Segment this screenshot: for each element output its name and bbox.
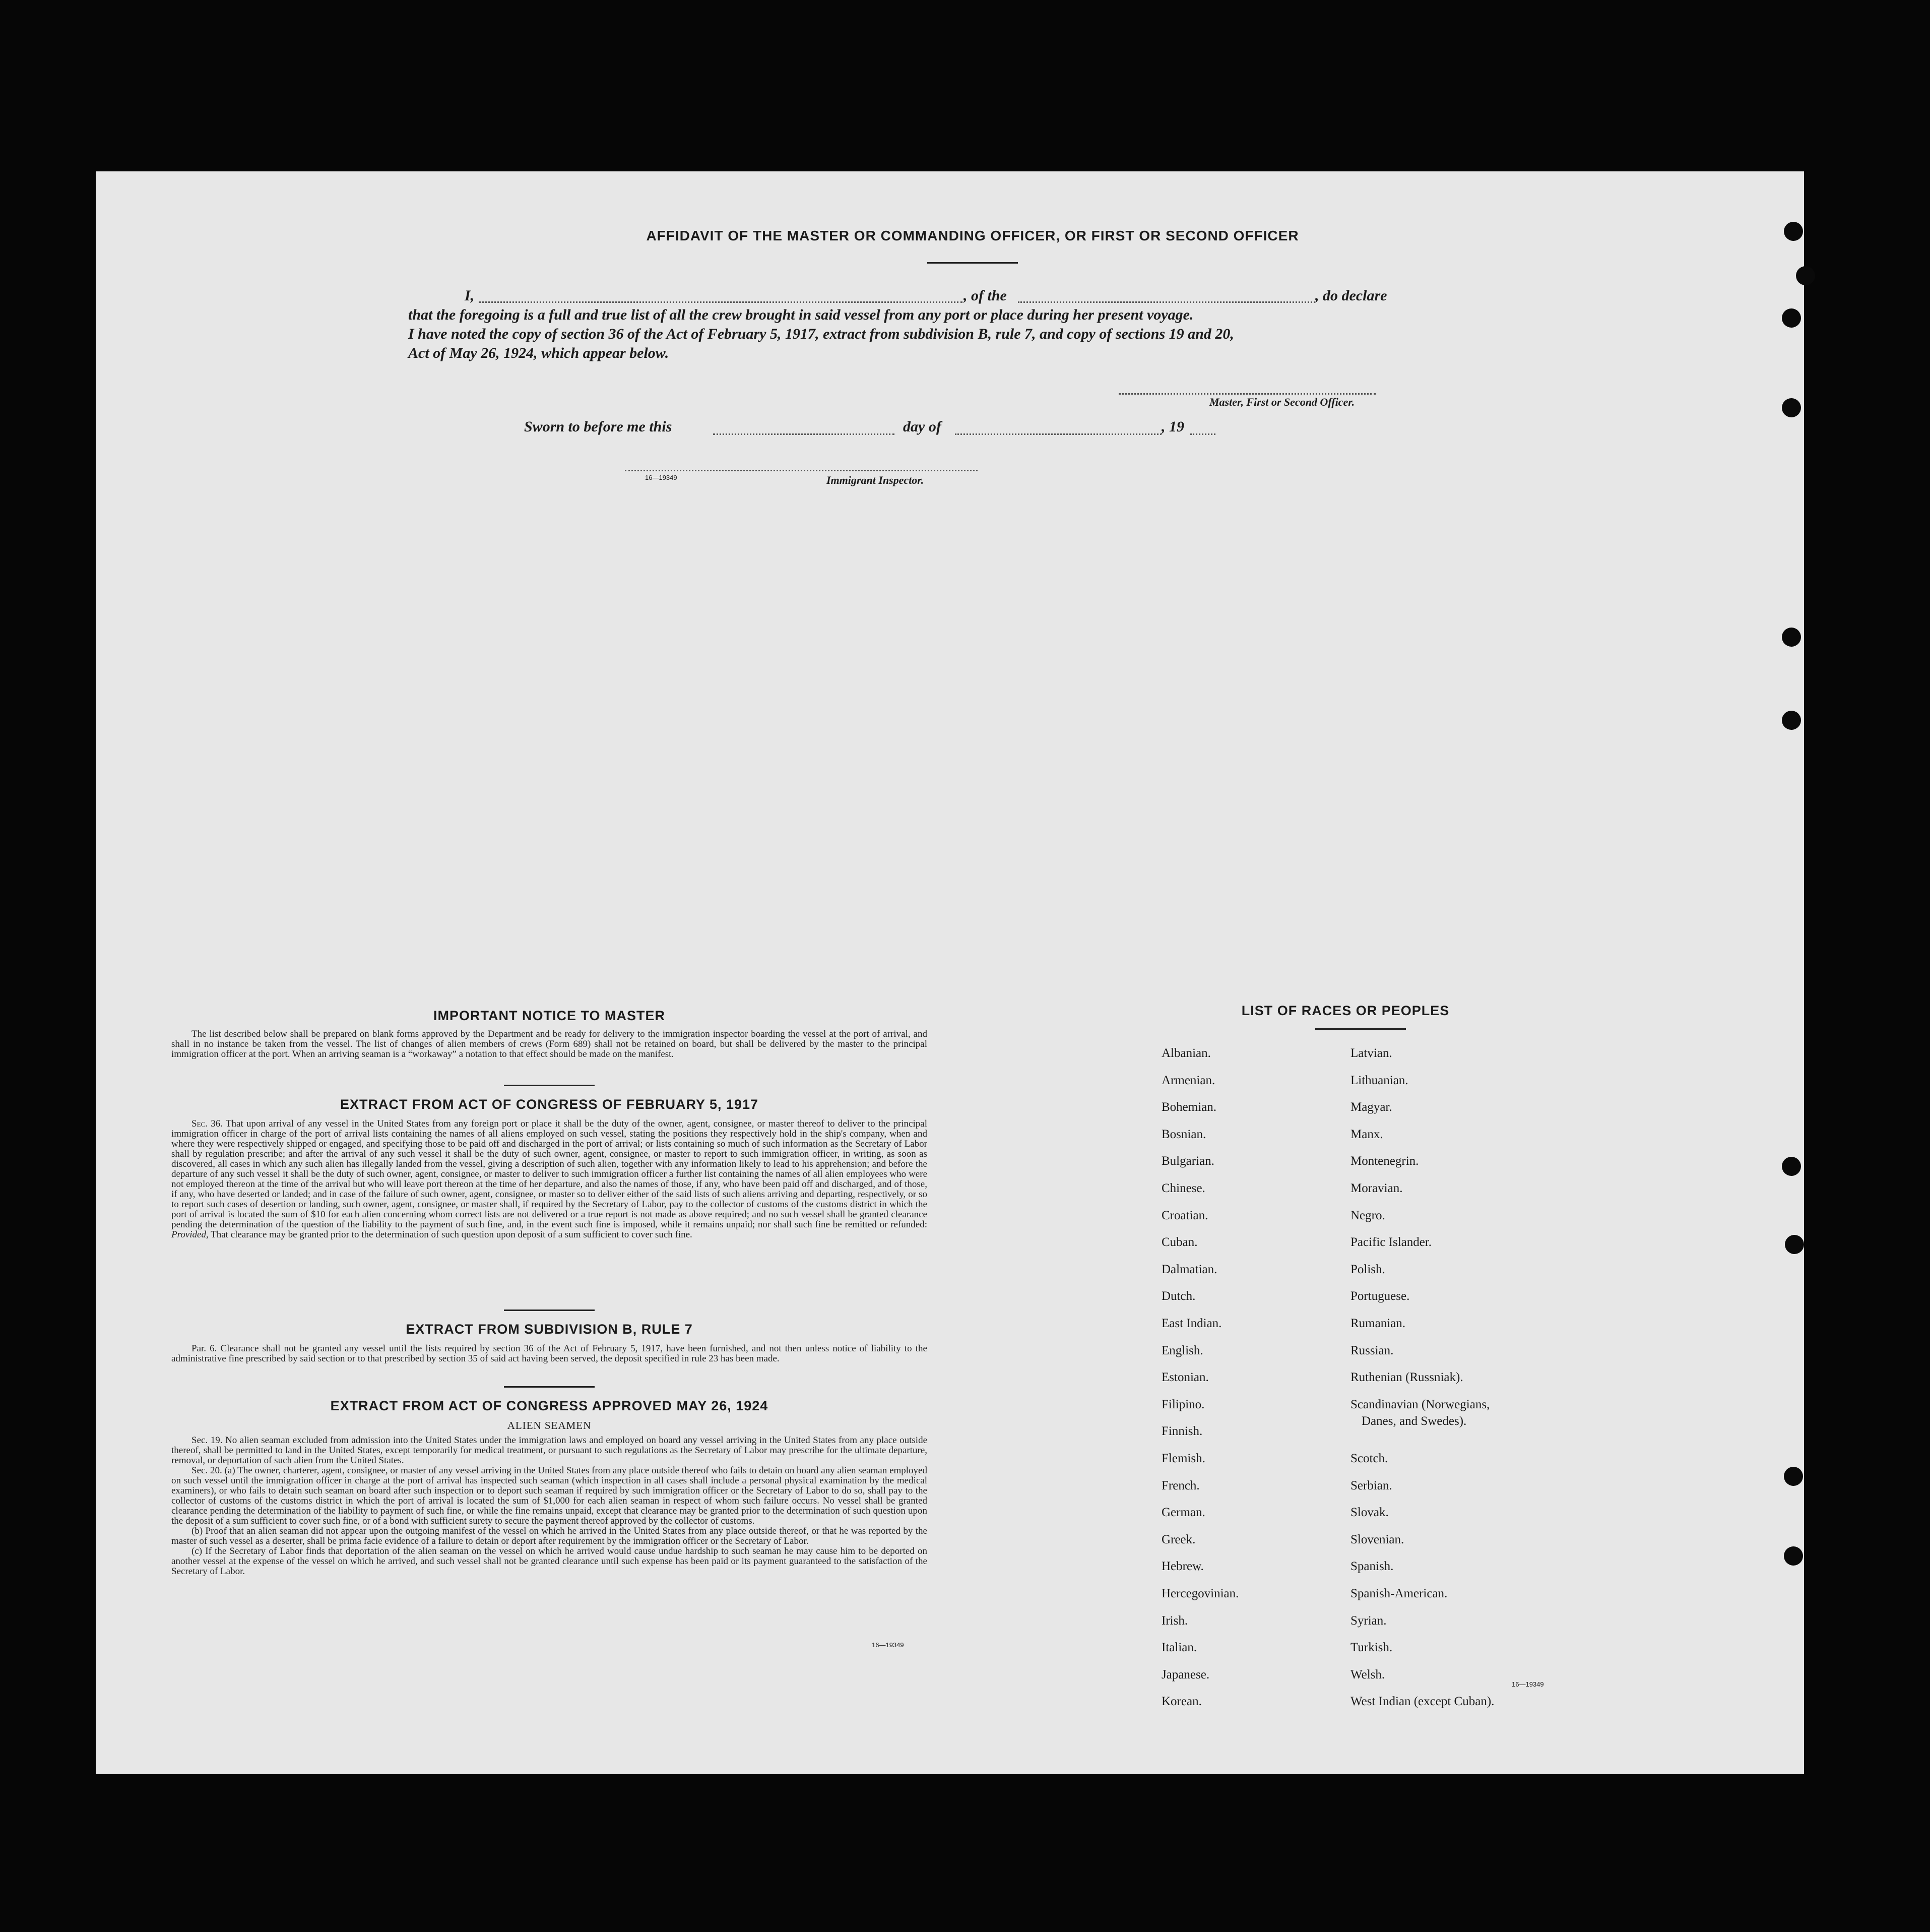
race-item: Moravian. xyxy=(1350,1181,1403,1195)
sec-20b-paragraph: (b) Proof that an alien seaman did not appear upon the outgoing manifest of the vessel on which he arrived in the United States from any place outside thereof, or that he was reported by the master of such vessel as a deserter, shall be prima facie evidence of a failure to detain or deport after requirement by the immigration officer or the Secretary of Labor. xyxy=(171,1526,927,1546)
of-the-label: , of the xyxy=(963,287,1007,304)
race-item: Turkish. xyxy=(1350,1641,1393,1655)
binder-hole xyxy=(1782,398,1801,417)
race-item: Dalmatian. xyxy=(1162,1262,1217,1276)
race-item: Hebrew. xyxy=(1162,1560,1204,1574)
binder-hole xyxy=(1785,1235,1804,1254)
declarant-name-field[interactable] xyxy=(479,301,962,303)
rule-7-divider xyxy=(504,1386,595,1388)
race-item: Armenian. xyxy=(1162,1073,1215,1087)
race-item: Montenegrin. xyxy=(1350,1154,1419,1168)
race-item: Scotch. xyxy=(1350,1452,1388,1465)
race-scandinavian-cont: Danes, and Swedes). xyxy=(1362,1414,1467,1428)
sec-20c-paragraph: (c) If the Secretary of Labor finds that deportation of the alien seaman on the vessel on which he arrived would cause undue hardship to such seaman he may cause him to be deported on another vessel at the expense of the vessel on which he arrived, and such vessel shall not be granted clearance until such expense has been paid or its payment guaranteed to the satisfaction of the Secretary of Labor. xyxy=(171,1546,927,1577)
sec-36-tail: That clearance may be granted prior to the determination of such question upon deposit of a sum sufficient to cover such fine. xyxy=(211,1229,692,1240)
sworn-year-field[interactable] xyxy=(1190,433,1215,435)
race-item: Syrian. xyxy=(1350,1613,1387,1628)
race-item: Serbian. xyxy=(1350,1478,1392,1492)
race-item: French. xyxy=(1162,1478,1200,1492)
race-item: Slovak. xyxy=(1350,1506,1389,1520)
race-item: Spanish. xyxy=(1350,1560,1394,1574)
notice-paragraph: The list described below shall be prepared on blank forms approved by the Department and be ready for delivery to the immigration inspector boarding the vessel at the port of arrival, and shall in no instance be taken from the vessel. The list of changes of alien members of crews (Form 689) shall not be retained on board, but shall be delivered by the master to the principal immigration officer at the port. When an arriving seaman is a “workaway” a notation to that effect should be made on the manifest. xyxy=(171,1029,927,1060)
race-item: Latvian. xyxy=(1350,1046,1392,1060)
affidavit-title: AFFIDAVIT OF THE MASTER OR COMMANDING OFFICER, OR FIRST OR SECOND OFFICER xyxy=(646,228,1299,243)
affidavit-line-3: I have noted the copy of section 36 of the Act of February 5, 1917, extract from subdivision B, rule 7, and copy of sections 19 and 20, xyxy=(408,326,1234,342)
binder-hole xyxy=(1782,1157,1801,1176)
race-item: Rumanian. xyxy=(1350,1317,1406,1330)
races-divider xyxy=(1315,1028,1406,1030)
binder-hole xyxy=(1784,1546,1803,1566)
signature-caption: Master, First or Second Officer. xyxy=(1209,396,1355,408)
race-item: Filipino. xyxy=(1162,1397,1205,1411)
binder-hole xyxy=(1784,1467,1803,1486)
notice-body xyxy=(171,1029,927,1060)
race-item: Greek. xyxy=(1162,1532,1196,1546)
sworn-label: Sworn to before me this xyxy=(524,418,672,435)
race-item: Ruthenian (Russniak). xyxy=(1350,1370,1463,1385)
race-item: Flemish. xyxy=(1162,1452,1205,1465)
race-item: Scandinavian (Norwegians, xyxy=(1350,1397,1490,1411)
title-divider xyxy=(927,262,1018,264)
do-declare-label: , do declare xyxy=(1315,287,1387,304)
race-item: Spanish-American. xyxy=(1350,1587,1448,1600)
rule-7-paragraph: Par. 6. Clearance shall not be granted any vessel until the lists required by section 36 of the Act of February 5, 1917, have been furnished, and not then unless notice of liability to the administrative fine prescribed by said section or to that prescribed by section 35 of said act having been served, the deposit specified in rule 23 has been made. xyxy=(171,1343,927,1364)
race-item: Portuguese. xyxy=(1350,1289,1410,1303)
notice-divider xyxy=(504,1085,595,1086)
act-1917-divider xyxy=(504,1310,595,1311)
sec-36-label: Sec. 36. xyxy=(191,1118,223,1129)
inspector-signature-field[interactable] xyxy=(625,470,978,471)
race-item: Manx. xyxy=(1350,1127,1383,1141)
race-item: Pacific Islander. xyxy=(1350,1235,1432,1250)
race-item: Polish. xyxy=(1350,1262,1385,1276)
i-label: I, xyxy=(465,287,475,304)
sec-20a-paragraph: Sec. 20. (a) The owner, charterer, agent, consignee, or master of any vessel arriving in the United States from any place outside thereof who fails to detain on board any alien seaman employed on such vessel until the immigration officer in charge at the port of arrival has inspected such seaman (which inspection in all cases shall include a personal physical examination by the medical examiners), or who fails to detain such seaman on board after such inspection or to deport such seaman if required by such immigration officer or the Secretary of Labor to do so, shall pay to the collector of customs of the customs district in which the port of arrival is located the sum of $1,000 for each alien seaman in respect of whom such failure occurs. No vessel shall be granted clearance pending the determination of the liability to payment of such fine, or while the fine remains unpaid, except that clearance may be granted prior to the determination of such question upon the deposit of a sum sufficient to cover such fine, or of a bond with sufficient surety to secure the payment thereof approved by the collector of customs. xyxy=(171,1465,927,1526)
race-item: Croatian. xyxy=(1162,1208,1208,1222)
race-item: English. xyxy=(1162,1343,1203,1357)
act-1924-body xyxy=(171,1436,927,1577)
race-item: West Indian (except Cuban). xyxy=(1350,1695,1495,1709)
act-1924-form-number: 16—19349 xyxy=(872,1641,904,1649)
sec-36-text: That upon arrival of any vessel in the United States from any foreign port or place it shall be the duty of the owner, agent, consignee, or master thereof to deliver to the principal immigration officer in charge of the port of arrival lists containing the names of all aliens employed on such vessel, stating the positions they respectively hold in the ship's company, when and where they were respectively shipped or engaged, and specifying those to be paid off and discharged in the port of arrival; or lists containing so much of such information as the Secretary of Labor shall by regulation prescribe; and after the arrival of any such vessel it shall be the duty of such owner, agent, consignee, or master to report to such immigration officer, in writing, as soon as discovered, all cases in which any such alien has illegally landed from the vessel, giving a description of such alien, together with any information likely to lead to his apprehension; and before the departure of any such vessel it shall be the duty of such owner, agent, consignee, or master to deliver to such immigration officer a further list containing the names of all alien employees who were not employed thereon at the time of the arrival but who will leave port thereon at the time of her departure, and also the names of those, if any, who have been paid off and discharged, and of those, if any, who have deserted or landed; and in case of the failure of such owner, agent, consignee, or master so to deliver either of the said lists of such aliens arriving and departing, respectively, or so to report such cases of desertion or landing, such owner, agent, consignee, or master shall, if required by the Secretary of Labor, pay to the collector of customs of the customs district in which the port of arrival is located the sum of $10 for each alien concerning whom correct lists are not delivered or a true report is not made as above required; and no such vessel shall be granted clearance pending the determination of the question of the liability to the payment of such fine, and, in the event such fine is imposed, while it remains unpaid; nor shall such fine be remitted or refunded: xyxy=(171,1118,927,1230)
alien-seamen-subtitle: ALIEN SEAMEN xyxy=(507,1419,592,1431)
race-item: Hercegovinian. xyxy=(1162,1587,1239,1600)
race-item: Bulgarian. xyxy=(1162,1154,1214,1168)
binder-hole xyxy=(1782,711,1801,730)
race-item: Cuban. xyxy=(1162,1235,1198,1250)
race-item: German. xyxy=(1162,1506,1205,1520)
inspector-caption: Immigrant Inspector. xyxy=(826,474,924,486)
race-item: Finnish. xyxy=(1162,1424,1203,1439)
race-item: Russian. xyxy=(1350,1343,1394,1357)
race-item: Magyar. xyxy=(1350,1100,1392,1114)
notice-title: IMPORTANT NOTICE TO MASTER xyxy=(433,1008,665,1023)
affidavit-line-4: Act of May 26, 1924, which appear below. xyxy=(408,345,669,361)
race-item: East Indian. xyxy=(1162,1317,1222,1330)
affidavit-form-number: 16—19349 xyxy=(645,474,677,481)
act-1917-title: EXTRACT FROM ACT OF CONGRESS OF FEBRUARY 5, 1917 xyxy=(340,1097,759,1112)
race-item: Bohemian. xyxy=(1162,1100,1217,1114)
binder-hole xyxy=(1796,266,1815,285)
race-item: Irish. xyxy=(1162,1613,1188,1628)
binder-hole xyxy=(1782,628,1801,647)
sworn-day-field[interactable] xyxy=(713,433,894,435)
sworn-month-field[interactable] xyxy=(955,433,1162,435)
race-item: Albanian. xyxy=(1162,1046,1211,1060)
race-item: Korean. xyxy=(1162,1695,1202,1709)
form-page xyxy=(96,171,1804,1774)
master-signature-field[interactable] xyxy=(1119,393,1376,395)
rule-7-body xyxy=(171,1344,927,1364)
day-of-label: day of xyxy=(903,418,941,435)
races-title: LIST OF RACES OR PEOPLES xyxy=(1241,1003,1450,1018)
races-form-number: 16—19349 xyxy=(1512,1680,1544,1688)
race-item: Chinese. xyxy=(1162,1181,1205,1195)
year-label: , 19 xyxy=(1162,418,1184,435)
binder-hole xyxy=(1784,222,1803,241)
race-item: Bosnian. xyxy=(1162,1127,1206,1141)
act-1917-body xyxy=(171,1119,927,1240)
race-item: Estonian. xyxy=(1162,1370,1209,1385)
race-item: Welsh. xyxy=(1350,1667,1385,1681)
sec-36-provided: Provided, xyxy=(171,1229,209,1240)
act-1924-title: EXTRACT FROM ACT OF CONGRESS APPROVED MAY 26, 1924 xyxy=(330,1398,768,1413)
race-item: Negro. xyxy=(1350,1208,1385,1222)
rule-7-title: EXTRACT FROM SUBDIVISION B, RULE 7 xyxy=(406,1322,693,1337)
sec-19-paragraph: Sec. 19. No alien seaman excluded from admission into the United States under the immigration laws and employed on board any vessel arriving in the United States from any place outside thereof, shall be permitted to land in the United States, except temporarily for medical treatment, or pursuant to such regulations as the Secretary of Labor may prescribe for the ultimate departure, removal, or deportation of such alien from the United States. xyxy=(171,1435,927,1466)
race-item: Dutch. xyxy=(1162,1289,1196,1303)
vessel-name-field[interactable] xyxy=(1018,301,1315,303)
race-item: Italian. xyxy=(1162,1641,1197,1655)
race-item: Lithuanian. xyxy=(1350,1073,1408,1087)
binder-hole xyxy=(1782,308,1801,328)
affidavit-line-2: that the foregoing is a full and true list of all the crew brought in said vessel from any port or place during her present voyage. xyxy=(408,306,1194,323)
race-item: Japanese. xyxy=(1162,1667,1210,1681)
race-item: Slovenian. xyxy=(1350,1532,1404,1546)
